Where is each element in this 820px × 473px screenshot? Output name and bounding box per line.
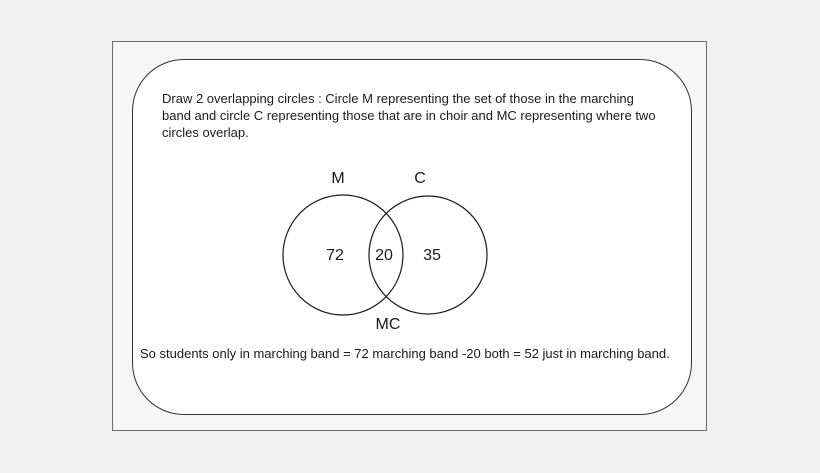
instructions-text: Draw 2 overlapping circles : Circle M representing the set of those in the marching band and circle C representing those that are in choir and MC representing where two circles overlap. [162, 91, 656, 140]
value-overlap: 20 [375, 247, 393, 264]
label-m: M [331, 170, 345, 187]
label-c: C [414, 170, 426, 187]
value-c-only: 35 [423, 247, 441, 264]
label-mc: MC [375, 316, 401, 333]
conclusion-text: So students only in marching band = 72 marching band -20 both = 52 just in marching band. [140, 346, 670, 361]
value-m-only: 72 [326, 247, 344, 264]
